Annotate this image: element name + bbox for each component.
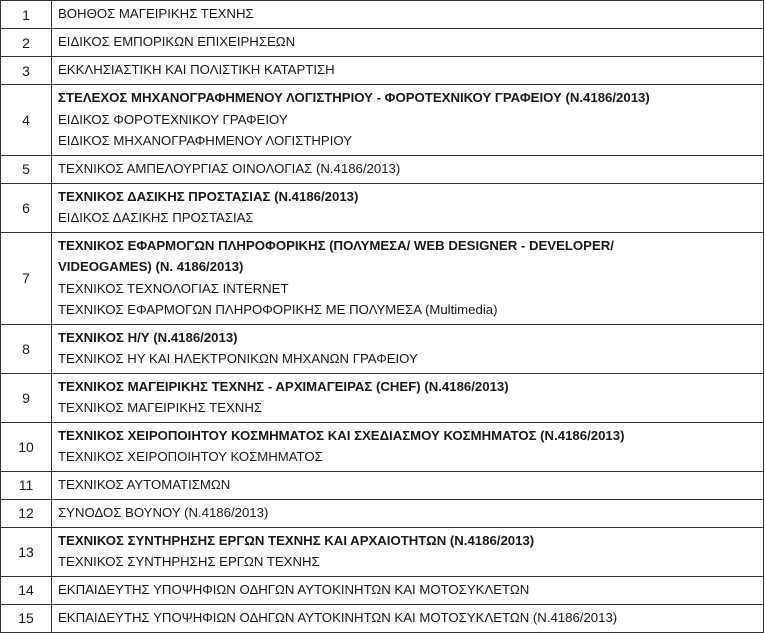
row-number: 4 — [1, 85, 52, 156]
table-row — [1, 85, 764, 156]
table-row — [1, 576, 764, 604]
row-description — [52, 232, 764, 324]
row-number: 3 — [1, 57, 52, 85]
row-number: 7 — [1, 232, 52, 324]
row-description — [52, 373, 764, 422]
row-number: 13 — [1, 527, 52, 576]
specialty-subtitle: ΤΕΧΝΙΚΟΣ ΑΜΠΕΛΟΥΡΓΙΑΣ ΟΙΝΟΛΟΓΙΑΣ (Ν.4186/2013) — [58, 160, 401, 176]
table-row — [1, 1, 764, 29]
row-description — [52, 499, 764, 527]
specialty-title: ΤΕΧΝΙΚΟΣ ΣΥΝΤΗΡΗΣΗΣ ΕΡΓΩΝ ΤΕΧΝΗΣ ΚΑΙ ΑΡΧΑΙΟΤΗΤΩΝ (Ν.4186/2013) — [58, 532, 535, 548]
row-description — [52, 576, 764, 604]
row-description — [52, 155, 764, 183]
table-row — [1, 324, 764, 373]
specialty-subtitle: ΕΙΔΙΚΟΣ ΦΟΡΟΤΕΧΝΙΚΟΥ ΓΡΑΦΕΙΟΥ — [58, 111, 288, 127]
table-row — [1, 57, 764, 85]
row-description — [52, 471, 764, 499]
row-number: 12 — [1, 499, 52, 527]
specialty-subtitle: ΕΙΔΙΚΟΣ ΔΑΣΙΚΗΣ ΠΡΟΣΤΑΣΙΑΣ — [58, 210, 254, 225]
row-number: 1 — [1, 1, 52, 29]
row-number: 15 — [1, 604, 52, 632]
table-row — [1, 183, 764, 232]
row-number: 6 — [1, 183, 52, 232]
row-number: 14 — [1, 576, 52, 604]
specialty-subtitle: ΤΕΧΝΙΚΟΣ ΗΥ ΚΑΙ ΗΛΕΚΤΡΟΝΙΚΩΝ ΜΗΧΑΝΩΝ ΓΡΑΦΕΙΟΥ — [58, 351, 418, 366]
specialty-subtitle: ΤΕΧΝΙΚΟΣ ΤΕΧΝΟΛΟΓΙΑΣ INTERNET — [58, 280, 289, 296]
table-row — [1, 422, 764, 471]
row-description — [52, 57, 764, 85]
row-number: 11 — [1, 471, 52, 499]
specialty-title: ΤΕΧΝΙΚΟΣ Η/Υ (Ν.4186/2013) — [58, 329, 238, 345]
row-description — [52, 1, 764, 29]
specialty-subtitle: ΒΟΗΘΟΣ ΜΑΓΕΙΡΙΚΗΣ ΤΕΧΝΗΣ — [58, 6, 254, 22]
table-row — [1, 499, 764, 527]
table-row — [1, 527, 764, 576]
row-number: 2 — [1, 29, 52, 57]
row-description — [52, 85, 764, 156]
row-number: 9 — [1, 373, 52, 422]
row-description — [52, 29, 764, 57]
table-row — [1, 155, 764, 183]
specialty-subtitle: ΤΕΧΝΙΚΟΣ ΜΑΓΕΙΡΙΚΗΣ ΤΕΧΝΗΣ — [58, 400, 263, 415]
specialty-subtitle: ΤΕΧΝΙΚΟΣ ΑΥΤΟΜΑΤΙΣΜΩΝ — [58, 476, 231, 492]
specialty-subtitle: ΤΕΧΝΙΚΟΣ ΧΕΙΡΟΠΟΙΗΤΟΥ ΚΟΣΜΗΜΑΤΟΣ — [58, 449, 323, 464]
table-row — [1, 232, 764, 324]
specialty-subtitle: ΕΚΚΛΗΣΙΑΣΤΙΚΗ ΚΑΙ ΠΟΛΙΣΤΙΚΗ ΚΑΤΑΡΤΙΣΗ — [58, 62, 335, 78]
specialty-title: VIDEOGAMES) (Ν. 4186/2013) — [58, 259, 244, 274]
row-description — [52, 324, 764, 373]
specialty-title: ΣΤΕΛΕΧΟΣ ΜΗΧΑΝΟΓΡΑΦΗΜΕΝΟΥ ΛΟΓΙΣΤΗΡΙΟΥ - ΦΟΡΟΤΕΧΝΙΚΟΥ ΓΡΑΦΕΙΟΥ (Ν.4186/2013) — [58, 90, 650, 105]
specialty-title: ΤΕΧΝΙΚΟΣ ΔΑΣΙΚΗΣ ΠΡΟΣΤΑΣΙΑΣ (Ν.4186/2013) — [58, 188, 359, 204]
specialty-subtitle: ΣΥΝΟΔΟΣ ΒΟΥΝΟΥ (Ν.4186/2013) — [58, 504, 269, 520]
specialty-title: ΤΕΧΝΙΚΟΣ ΧΕΙΡΟΠΟΙΗΤΟΥ ΚΟΣΜΗΜΑΤΟΣ ΚΑΙ ΣΧΕΔΙΑΣΜΟΥ ΚΟΣΜΗΜΑΤΟΣ (Ν.4186/2013) — [58, 427, 625, 443]
specialty-subtitle: ΤΕΧΝΙΚΟΣ ΣΥΝΤΗΡΗΣΗΣ ΕΡΓΩΝ ΤΕΧΝΗΣ — [58, 554, 320, 569]
row-number: 8 — [1, 324, 52, 373]
table-row — [1, 604, 764, 632]
specialty-subtitle: ΕΙΔΙΚΟΣ ΕΜΠΟΡΙΚΩΝ ΕΠΙΧΕΙΡΗΣΕΩΝ — [58, 34, 296, 50]
row-description — [52, 422, 764, 471]
specialty-subtitle: ΕΚΠΑΙΔΕΥΤΗΣ ΥΠΟΨΗΦΙΩΝ ΟΔΗΓΩΝ ΑΥΤΟΚΙΝΗΤΩΝ ΚΑΙ ΜΟΤΟΣΥΚΛΕΤΩΝ (Ν.4186/2013) — [58, 609, 618, 625]
row-description — [52, 527, 764, 576]
specialty-subtitle: ΤΕΧΝΙΚΟΣ ΕΦΑΡΜΟΓΩΝ ΠΛΗΡΟΦΟΡΙΚΗΣ ΜΕ ΠΟΛΥΜΕΣΑ (Multimedia) — [58, 302, 498, 317]
row-number: 5 — [1, 155, 52, 183]
specialty-title: ΤΕΧΝΙΚΟΣ ΜΑΓΕΙΡΙΚΗΣ ΤΕΧΝΗΣ - ΑΡΧΙΜΑΓΕΙΡΑΣ (CHEF) (Ν.4186/2013) — [58, 378, 509, 394]
table-body — [1, 1, 764, 633]
row-description — [52, 183, 764, 232]
specialty-title: ΤΕΧΝΙΚΟΣ ΕΦΑΡΜΟΓΩΝ ΠΛΗΡΟΦΟΡΙΚΗΣ (ΠΟΛΥΜΕΣΑ/ WEB DESIGNER - DEVELOPER/ — [58, 237, 614, 253]
specialty-subtitle: ΕΙΔΙΚΟΣ ΜΗΧΑΝΟΓΡΑΦΗΜΕΝΟΥ ΛΟΓΙΣΤΗΡΙΟΥ — [58, 133, 352, 148]
table-row — [1, 373, 764, 422]
specialty-subtitle: ΕΚΠΑΙΔΕΥΤΗΣ ΥΠΟΨΗΦΙΩΝ ΟΔΗΓΩΝ ΑΥΤΟΚΙΝΗΤΩΝ ΚΑΙ ΜΟΤΟΣΥΚΛΕΤΩΝ — [58, 581, 530, 597]
table-row — [1, 471, 764, 499]
row-description — [52, 604, 764, 632]
row-number: 10 — [1, 422, 52, 471]
table-row — [1, 29, 764, 57]
